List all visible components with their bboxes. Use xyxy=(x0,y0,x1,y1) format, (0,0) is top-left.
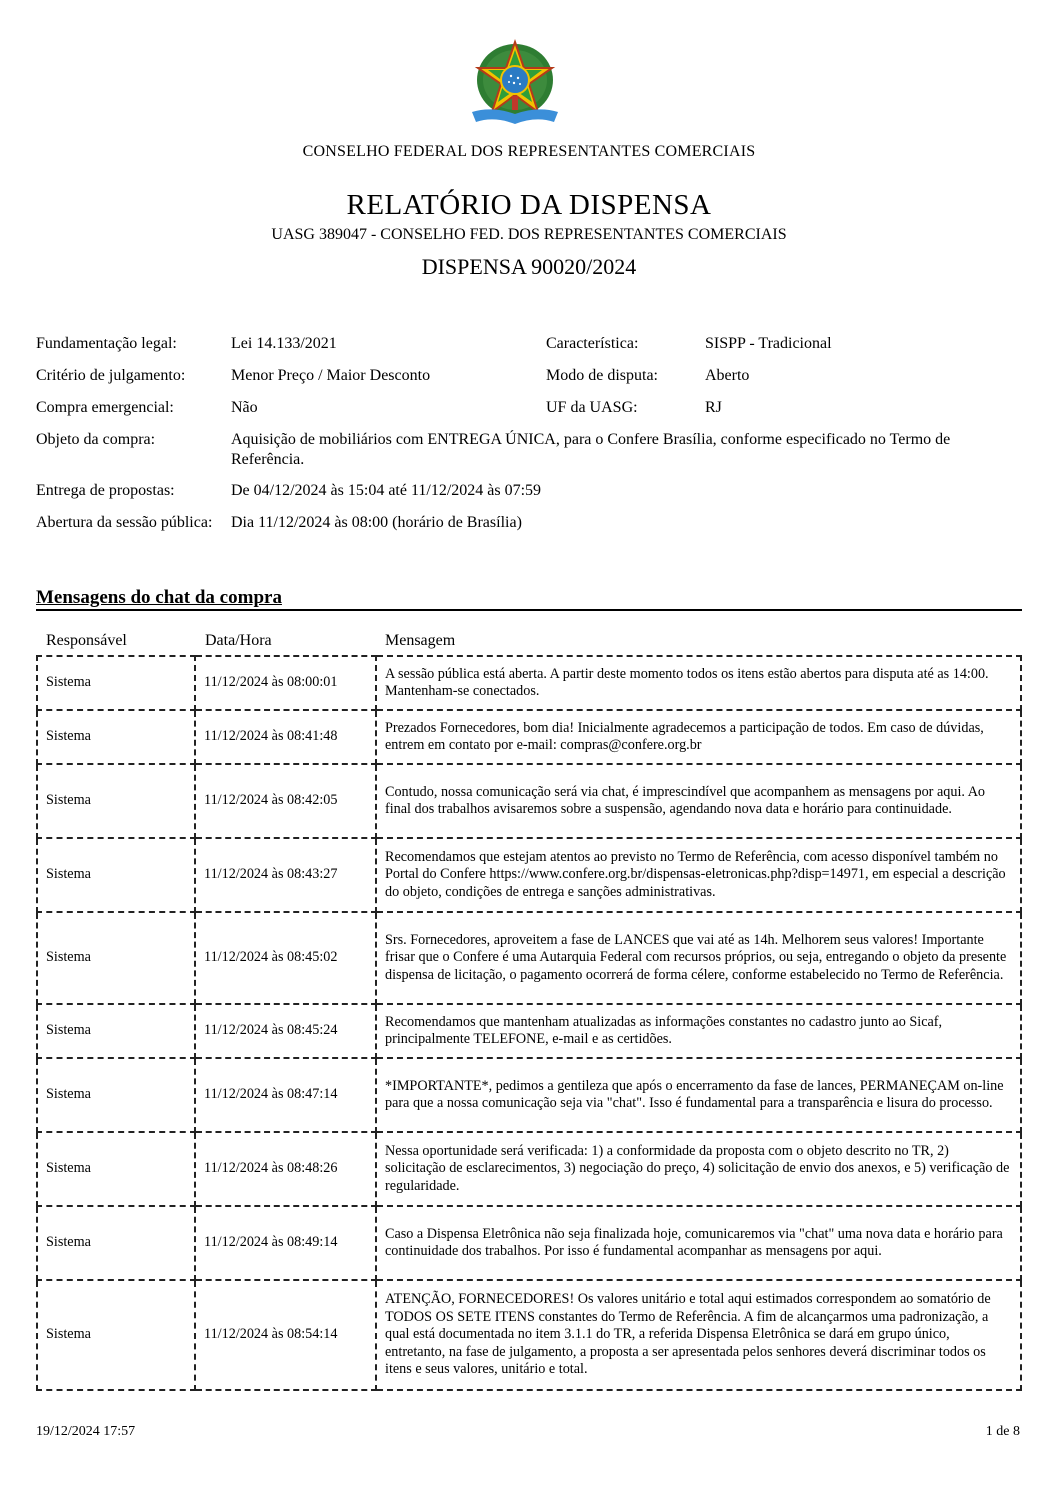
report-title: RELATÓRIO DA DISPENSA xyxy=(346,189,712,221)
column-header-responsavel: Responsável xyxy=(46,632,127,649)
uasg-line: UASG 389047 - CONSELHO FED. DOS REPRESENTANTES COMERCIAIS xyxy=(271,226,787,243)
dispensa-number: DISPENSA 90020/2024 xyxy=(421,254,637,279)
emergencial-value: Não xyxy=(231,399,258,416)
chat-messages-table xyxy=(36,655,1022,1391)
organization-name: CONSELHO FEDERAL DOS REPRESENTANTES COMERCIAIS xyxy=(302,143,756,160)
cell-mensagem: Prezados Fornecedores, bom dia! Inicialmente agradecemos a participação de todos. Em caso de dúvidas, entrem em contato por e-mail: compras@confere.org.br xyxy=(376,710,1021,764)
column-header-datahora: Data/Hora xyxy=(205,632,272,649)
objeto-label: Objeto da compra: xyxy=(36,431,156,448)
objeto-value: Aquisição de mobiliários com ENTREGA ÚNICA, para o Confere Brasília, conforme especificado no Termo de Referência. xyxy=(231,431,951,468)
cell-responsavel: Sistema xyxy=(37,838,195,912)
caracteristica-label: Característica: xyxy=(546,335,639,352)
cell-datahora: 11/12/2024 às 08:45:02 xyxy=(195,912,376,1004)
table-row xyxy=(37,764,1021,838)
cell-datahora: 11/12/2024 às 08:54:14 xyxy=(195,1280,376,1390)
table-row xyxy=(37,656,1021,710)
print-timestamp: 19/12/2024 17:57 xyxy=(36,1424,136,1439)
cell-datahora: 11/12/2024 às 08:45:24 xyxy=(195,1004,376,1058)
uf-label: UF da UASG: xyxy=(546,399,638,416)
page-number: 1 de 8 xyxy=(985,1424,1020,1439)
cell-responsavel: Sistema xyxy=(37,764,195,838)
cell-mensagem: Srs. Fornecedores, aproveitem a fase de LANCES que vai até as 14h. Melhorem seus valores! Importante frisar que o Confere é uma Autarquia Federal com recursos próprios, ou seja, entregando o objeto da presente dispensa de licitação, o pagamento ocorrerá de forma célere, conforme estabelecido no Termo de Referência. xyxy=(376,912,1021,1004)
cell-responsavel: Sistema xyxy=(37,656,195,710)
cell-responsavel: Sistema xyxy=(37,1004,195,1058)
table-row xyxy=(37,838,1021,912)
table-row xyxy=(37,1058,1021,1132)
table-row xyxy=(37,1004,1021,1058)
entrega-value: De 04/12/2024 às 15:04 até 11/12/2024 às 07:59 xyxy=(231,482,542,499)
abertura-label: Abertura da sessão pública: xyxy=(36,514,213,531)
table-row xyxy=(37,912,1021,1004)
cell-datahora: 11/12/2024 às 08:47:14 xyxy=(195,1058,376,1132)
cell-mensagem: Recomendamos que estejam atentos ao previsto no Termo de Referência, com acesso disponível também no Portal do Confere https://www.confere.org.br/dispensas-eletronicas.php?disp=14971, em especial a descrição do objeto, condições de entrega e sanções administrativas. xyxy=(376,838,1021,912)
table-row xyxy=(37,1132,1021,1206)
uf-value: RJ xyxy=(705,399,722,416)
cell-responsavel: Sistema xyxy=(37,1206,195,1280)
cell-datahora: 11/12/2024 às 08:41:48 xyxy=(195,710,376,764)
cell-responsavel: Sistema xyxy=(37,1058,195,1132)
criterio-value: Menor Preço / Maior Desconto xyxy=(231,367,431,384)
column-header-mensagem: Mensagem xyxy=(385,632,456,649)
fundamentacao-label: Fundamentação legal: xyxy=(36,335,177,352)
cell-datahora: 11/12/2024 às 08:48:26 xyxy=(195,1132,376,1206)
abertura-value: Dia 11/12/2024 às 08:00 (horário de Brasília) xyxy=(231,514,522,531)
criterio-label: Critério de julgamento: xyxy=(36,367,186,384)
cell-responsavel: Sistema xyxy=(37,912,195,1004)
cell-responsavel: Sistema xyxy=(37,1280,195,1390)
table-row xyxy=(37,1206,1021,1280)
caracteristica-value: SISPP - Tradicional xyxy=(705,335,832,352)
cell-mensagem: A sessão pública está aberta. A partir deste momento todos os itens estão abertos para disputa até as 14:00. Mantenham-se conectados. xyxy=(376,656,1021,710)
cell-mensagem: Contudo, nossa comunicação será via chat, é imprescindível que acompanhem as mensagens por aqui. Ao final dos trabalhos avisaremos sobre a suspensão, agendando nova data e horário para continuidade. xyxy=(376,764,1021,838)
cell-datahora: 11/12/2024 às 08:42:05 xyxy=(195,764,376,838)
cell-mensagem: Recomendamos que mantenham atualizadas as informações constantes no cadastro junto ao Sicaf, principalmente TELEFONE, e-mail e as certidões. xyxy=(376,1004,1021,1058)
modo-disputa-value: Aberto xyxy=(705,367,750,384)
section-title: Mensagens do chat da compra xyxy=(36,587,282,608)
table-row xyxy=(37,710,1021,764)
cell-mensagem: Caso a Dispensa Eletrônica não seja finalizada hoje, comunicaremos via "chat" uma nova data e horário para continuidade dos trabalhos. Por isso é fundamental acompanhar as mensagens por aqui. xyxy=(376,1206,1021,1280)
cell-datahora: 11/12/2024 às 08:49:14 xyxy=(195,1206,376,1280)
section-divider xyxy=(36,609,1022,611)
modo-disputa-label: Modo de disputa: xyxy=(546,367,658,384)
emergencial-label: Compra emergencial: xyxy=(36,399,174,416)
cell-mensagem: ATENÇÃO, FORNECEDORES! Os valores unitário e total aqui estimados correspondem ao somatório de TODOS OS SETE ITENS constantes do Termo de Referência. A fim de alcançarmos uma padronização, a qual está documentada no item 3.1.1 do TR, a referida Dispensa Eletrônica se dará em grupo único, entretanto, na fase de julgamento, a proposta a ser apresentada pelos senhores deverá discriminar todos os itens e seus valores, unitário e total. xyxy=(376,1280,1021,1390)
cell-datahora: 11/12/2024 às 08:43:27 xyxy=(195,838,376,912)
cell-responsavel: Sistema xyxy=(37,1132,195,1206)
cell-mensagem: Nessa oportunidade será verificada: 1) a conformidade da proposta com o objeto descrito no TR, 2) solicitação de esclarecimentos, 3) negociação do preço, 4) solicitação de envio dos anexos, e 5) verificação de regularidade. xyxy=(376,1132,1021,1206)
entrega-label: Entrega de propostas: xyxy=(36,482,175,499)
cell-responsavel: Sistema xyxy=(37,710,195,764)
table-row xyxy=(37,1280,1021,1390)
coat-of-arms-icon xyxy=(462,36,568,130)
cell-datahora: 11/12/2024 às 08:00:01 xyxy=(195,656,376,710)
cell-mensagem: *IMPORTANTE*, pedimos a gentileza que após o encerramento da fase de lances, PERMANEÇAM on-line para que a nossa comunicação seja via "chat". Isso é fundamental para a transparência e lisura do processo. xyxy=(376,1058,1021,1132)
fundamentacao-value: Lei 14.133/2021 xyxy=(231,335,337,352)
